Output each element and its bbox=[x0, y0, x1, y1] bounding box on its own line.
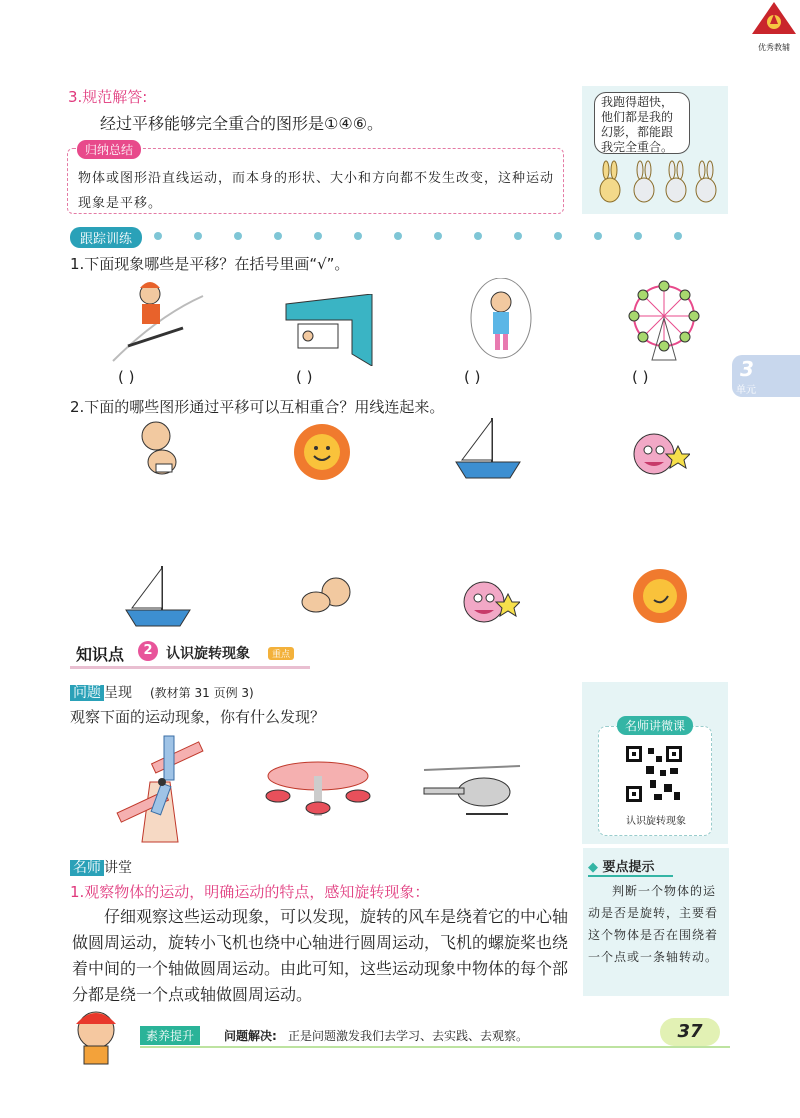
problem-tag-b: 呈现 bbox=[104, 685, 132, 701]
sun-figure-2[interactable] bbox=[630, 566, 690, 626]
skier-picture bbox=[108, 276, 208, 366]
knowledge-label: 知识点 bbox=[76, 645, 125, 664]
publisher-logo bbox=[748, 0, 800, 52]
ferris-wheel-picture bbox=[624, 278, 704, 362]
sailboat-figure-2[interactable] bbox=[122, 564, 194, 630]
question-1: 1.下面现象哪些是平移？在括号里画“√”。 bbox=[70, 255, 350, 273]
unit-label: 单元 bbox=[736, 385, 756, 396]
lecture-tag-b: 讲堂 bbox=[104, 860, 132, 876]
unit-number: 3 bbox=[740, 357, 754, 381]
lecture-tag-a: 名师 bbox=[70, 860, 104, 876]
tip-title bbox=[588, 856, 673, 877]
lecture-tag bbox=[70, 857, 132, 877]
sailboat-figure-1[interactable] bbox=[452, 416, 524, 482]
alien-figure-2[interactable] bbox=[456, 566, 520, 630]
sun-figure-1[interactable] bbox=[290, 420, 354, 484]
helicopter-picture bbox=[420, 762, 524, 820]
teacher-video-title: 名师讲微课 bbox=[617, 716, 693, 735]
lecture-paragraph: 仔细观察这些运动现象，可以发现，旋转的风车是绕着它的中心轴做圆周运动，旋转小飞机也绕中心轴进行圆周运动，飞机的螺旋桨也绕着中间的一个轴做圆周运动。由此可知，这些运动现象中物体的每个部分都是绕一个点或轴做圆周运动。 bbox=[72, 907, 569, 1004]
baby-figure-1[interactable] bbox=[130, 418, 190, 480]
speech-bubble: 我跑得超快，他们都是我的幻影，都能跟我完全重合。 bbox=[594, 92, 690, 154]
tip-text: 判断一个物体的运动是否是旋转，主要看这个物体是否在围绕着一个点或一条轴转动。 bbox=[588, 884, 719, 964]
drawer-picture bbox=[282, 294, 378, 366]
tracking-tag: 跟踪训练 bbox=[70, 227, 142, 248]
paw-prints-decoration bbox=[148, 228, 708, 242]
qr-caption: 认识旋转现象 bbox=[626, 816, 686, 827]
rotating-plane-ride-picture bbox=[258, 748, 378, 828]
logo-text: 优秀教辅 bbox=[758, 43, 790, 52]
problem-tag bbox=[70, 682, 132, 702]
summary-tag: 归纳总结 bbox=[77, 140, 141, 159]
baby-figure-2[interactable] bbox=[298, 570, 358, 622]
problem-tag-a: 问题 bbox=[70, 685, 104, 701]
problem-question: 观察下面的运动现象，你有什么发现？ bbox=[70, 708, 326, 726]
summary-text: 物体或图形沿直线运动，而本身的形状、大小和方向都不发生改变，这种运动现象是平移。 bbox=[78, 171, 555, 211]
footer-text: 正是问题激发我们去学习、去实践、去观察。 bbox=[288, 1029, 529, 1043]
windmill-picture bbox=[104, 732, 216, 844]
key-point-badge: 重点 bbox=[268, 647, 294, 660]
footer-tag: 素养提升 bbox=[140, 1026, 200, 1045]
jump-rope-girl-picture bbox=[466, 278, 536, 362]
page-number: 37 bbox=[660, 1018, 720, 1046]
answer-paren-1[interactable]: ( ) bbox=[118, 368, 135, 386]
mascot-icon bbox=[62, 1006, 132, 1068]
answer-text: 经过平移能够完全重合的图形是①④⑥。 bbox=[100, 114, 384, 133]
textbook-ref: (教材第 31 页例 3) bbox=[150, 686, 254, 700]
knowledge-number: 2 bbox=[138, 641, 158, 661]
footer-label: 问题解决: bbox=[224, 1029, 277, 1043]
answer-paren-3[interactable]: ( ) bbox=[464, 368, 481, 386]
alien-figure-1[interactable] bbox=[626, 418, 690, 482]
section-heading: 3.规范解答: bbox=[68, 88, 148, 106]
question-2: 2.下面的哪些图形通过平移可以互相重合？用线连起来。 bbox=[70, 398, 445, 416]
answer-paren-2[interactable]: ( ) bbox=[296, 368, 313, 386]
answer-paren-4[interactable]: ( ) bbox=[632, 368, 649, 386]
running-rabbits-illustration bbox=[592, 160, 722, 210]
tip-title-text: 要点提示 bbox=[602, 860, 655, 875]
lecture-heading: 1.观察物体的运动，明确运动的特点，感知旋转现象： bbox=[70, 883, 430, 901]
knowledge-title: 认识旋转现象 bbox=[166, 646, 250, 662]
qr-code-icon[interactable] bbox=[624, 744, 684, 804]
tip-bullet-icon: ◆ bbox=[588, 860, 603, 875]
